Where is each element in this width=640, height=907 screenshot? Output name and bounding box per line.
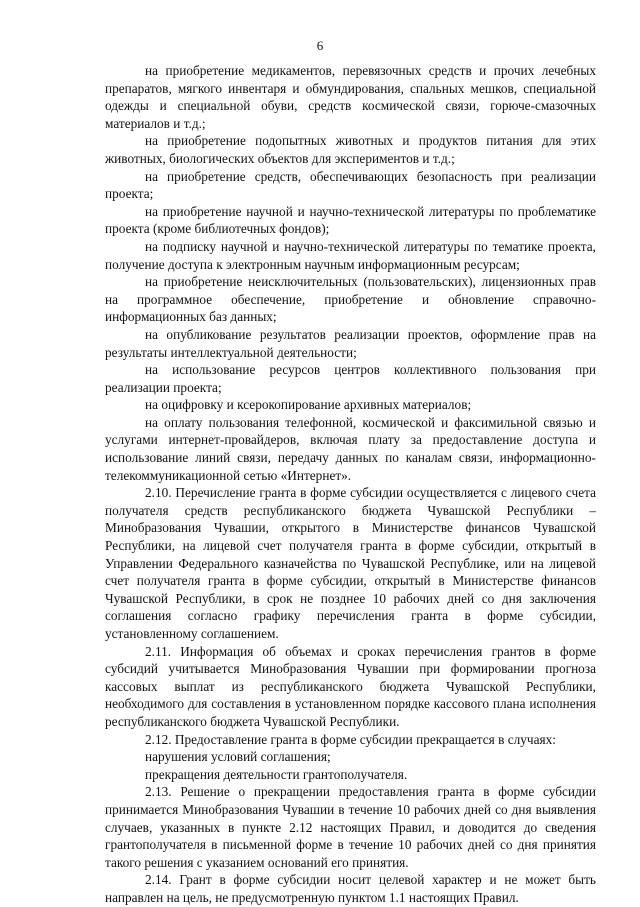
- paragraph: на оплату пользования телефонной, космической и факсимильной связью и услугами интернет-провайдеров, включая плату за предоставление доступа и использование линий связи, передачу данных по каналам связи, информационно-телекоммуникационной сетью «Интернет».: [105, 414, 596, 483]
- paragraph: 2.14. Грант в форме субсидии носит целевой характер и не может быть направлен на цель, не предусмотренную пунктом 1.1 настоящих Правил.: [105, 872, 596, 905]
- paragraph: 2.10. Перечисление гранта в форме субсидии осуществляется с лицевого счета получателя средств республиканского бюджета Чувашской Республики – Минобразования Чувашии, открытого в Министерстве финансов Чувашской Республики, на лицевой счет получателя гранта в форме субсидии, открытый в Управлении Федерального казначейства по Чувашской Республике, или на лицевой счет получателя гранта в форме субсидии, открытый в Министерстве финансов Чувашской Республики, в срок не позднее 10 рабочих дней со дня заключения соглашения согласно графику перечисления гранта в форме субсидии, установленному соглашением.: [105, 485, 596, 641]
- paragraph: на приобретение неисключительных (пользовательских), лицензионных прав на программное обеспечение, приобретение и обновление справочно-информационных баз данных;: [105, 274, 596, 325]
- paragraph: 2.11. Информация об объемах и сроках перечисления грантов в форме субсидий учитывается Минобразования Чувашии при формировании прогноза кассовых выплат из республиканского бюджета Чувашской Республики, необходимого для составления в установленном порядке кассового плана исполнения республиканского бюджета Чувашской Республики.: [105, 643, 596, 729]
- document-body: [105, 62, 596, 907]
- paragraph: на приобретение научной и научно-технической литературы по проблематике проекта (кроме библиотечных фондов);: [105, 203, 596, 237]
- paragraph: на подписку научной и научно-технической литературы по тематике проекта, получение доступа к электронным научным информационным ресурсам;: [105, 238, 596, 272]
- page-number: 6: [316, 38, 324, 53]
- paragraph: на опубликование результатов реализации проектов, оформление прав на результаты интеллектуальной деятельности;: [105, 326, 596, 360]
- paragraph: на приобретение подопытных животных и продуктов питания для этих животных, биологических объектов для экспериментов и т.д.;: [105, 133, 596, 166]
- paragraph: прекращения деятельности грантополучателя.: [145, 766, 408, 782]
- paragraph: на приобретение средств, обеспечивающих безопасность при реализации проекта;: [105, 168, 596, 202]
- paragraph: 2.12. Предоставление гранта в форме субсидии прекращается в случаях:: [145, 731, 556, 747]
- paragraph: 2.13. Решение о прекращении предоставления гранта в форме субсидии принимается Минобразования Чувашии в течение 10 рабочих дней со дня выявления случаев, указанных в пункте 2.12 настоящих Правил, и доводится до сведения грантополучателя в письменной форме в течение 10 рабочих дней со дня принятия такого решения с указанием оснований его принятия.: [105, 784, 596, 870]
- paragraph: на использование ресурсов центров коллективного пользования при реализации проекта;: [105, 362, 596, 395]
- paragraph: на оцифровку и ксерокопирование архивных материалов;: [145, 397, 472, 413]
- paragraph: на приобретение медикаментов, перевязочных средств и прочих лечебных препаратов, мягкого инвентаря и обмундирования, спальных мешков, специальной одежды и специальной обуви, средств космической связи, горюче-смазочных материалов и т.д.;: [105, 63, 596, 131]
- paragraph: нарушения условий соглашения;: [145, 749, 331, 765]
